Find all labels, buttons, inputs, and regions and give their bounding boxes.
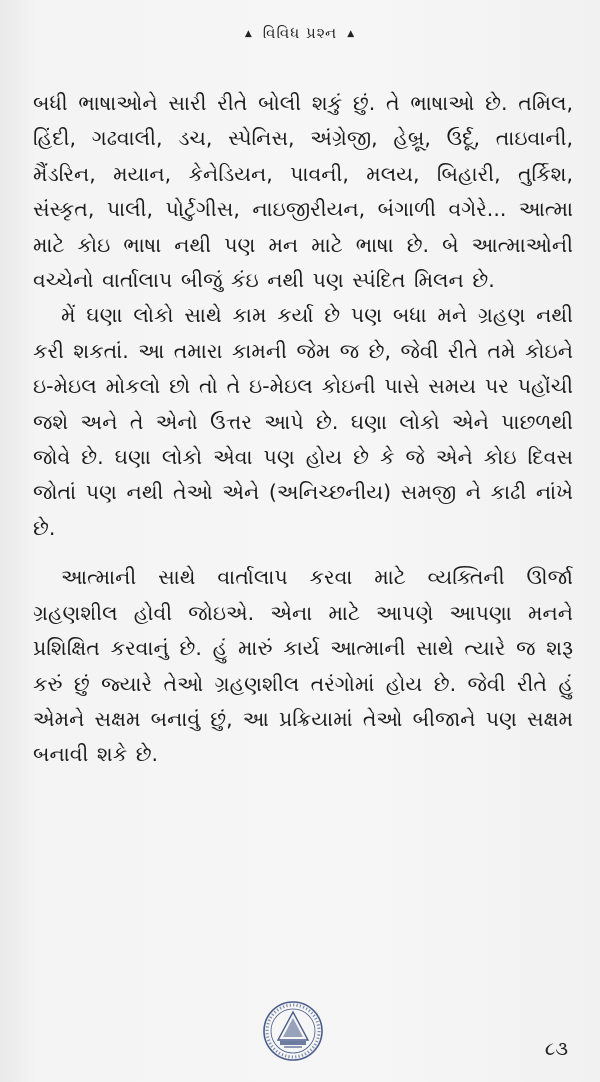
paragraph-3: આત્માની સાથે વાર્તાલાપ કરવા માટે વ્યક્તિની ઊર્જા ગ્રહણશીલ હોવી જોઇએ. એના માટે આપણે આપણા મનને પ્રશિક્ષિત કરવાનું છે. હું મારું કાર્ય આત્માની સાથે ત્યારે જ શરૂ કરું છું જ્યારે તેઓ ગ્રહણશીલ તરંગોમાં હોય છે. જેવી રીતે હું એમને સક્ષમ બનાવું છું, આ પ્રક્રિયામાં તેઓ બીજાને પણ સક્ષમ બનાવી શકે છે. (33, 565, 573, 767)
paragraph-2: મેં ઘણા લોકો સાથે કામ કર્યા છે પણ બધા મને ગ્રહણ નથી કરી શકતાં. આ તમારા કામની જેમ જ છે, જેવી રીતે તમે કોઇને ઇ-મેઇલ મોકલો છો તો તે ઇ-મેઇલ કોઇની પાસે સમય પર પહોંચી જશે અને તે એનો ઉત્તર આપે છે. ઘણા લોકો એને પાછળથી જોવે છે. ઘણા લોકો એવા પણ હોય છે કે જે એને કોઇ દિવસ જોતાં પણ નથી તેઓ એને (અનિચ્છનીય) સમજી ને કાઢી નાંખે છે. (33, 303, 573, 540)
page-number: ૮૩ (544, 1038, 568, 1060)
paragraph-1: બધી ભાષાઓને સારી રીતે બોલી શકું છું. તે ભાષાઓ છે. તમિલ, હિંદી, ગઢવાલી, ડચ, સ્પેનિસ, અંગ્રેજી, હેબ્રૂ, ઉર્દૂ, તાઇવાની, મૈંડરિન, મયાન, કેનેડિયન, પાવની, મલય, બિહારી, તુર્કિશ, સંસ્કૃત, પાલી, પોર્ટુગીસ, નાઇજીરીયન, બંગાળી વગેરે... આત્મા માટે કોઇ ભાષા નથી પણ મન માટે ભાષા છે. બે આત્માઓની વચ્ચેનો વાર્તાલાપ બીજું કંઇ નથી પણ સ્પંદિત મિલન છે. (33, 91, 573, 293)
body-text (33, 86, 573, 773)
publisher-seal-icon (262, 1000, 324, 1062)
running-title: વિવિધ પ્રશ્ન (262, 24, 338, 42)
running-header (0, 24, 600, 42)
header-bullet-left: ▲ (244, 28, 253, 39)
header-bullet-right: ▲ (347, 28, 356, 39)
